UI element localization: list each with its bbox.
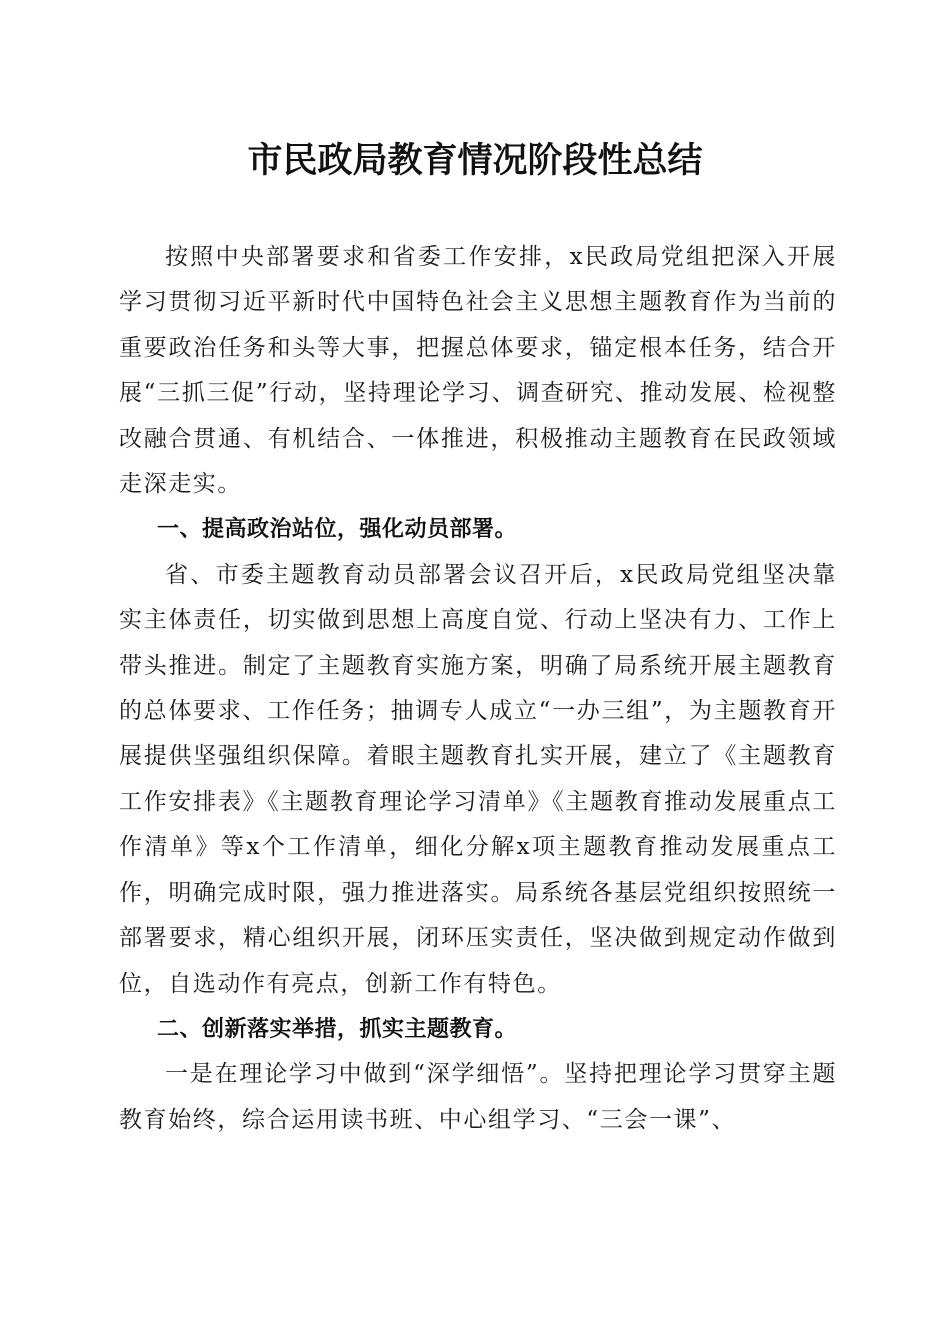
section-1-paragraph: 省、市委主题教育动员部署会议召开后，x民政局党组坚决靠实主体责任，切实做到思想上高度自觉、行动上坚决有力、工作上带头推进。制定了主题教育实施方案，明确了局系统开展主题教育的总体要求、工作任务；抽调专人成立“一办三组”，为主题教育开展提供坚强组织保障。着眼主题教育扎实开展，建立了《主题教育工作安排表》《主题教育理论学习清单》《主题教育推动发展重点工作清单》等x个工作清单，细化分解x项主题教育推动发展重点工作，明确完成时限，强力推进落实。局系统各基层党组织按照统一部署要求，精心组织开展，闭环压实责任，坚决做到规定动作做到位，自选动作有亮点，创新工作有特色。 (119, 561, 837, 997)
section-2-paragraph: 一是在理论学习中做到“深学细悟”。坚持把理论学习贯穿主题教育始终，综合运用读书班、中心组学习、“三会一课”、 (119, 1061, 837, 1133)
section-1-heading: 一、提高政治站位，强化动员部署。 (157, 517, 518, 543)
section-2-heading: 二、创新落实举措，抓实主题教育。 (157, 1016, 518, 1042)
document-body (119, 235, 837, 1143)
document-title: 市民政局教育情况阶段性总结 (247, 140, 703, 181)
intro-paragraph: 按照中央部署要求和省委工作安排，x民政局党组把深入开展学习贯彻习近平新时代中国特色社会主义思想主题教育作为当前的重要政治任务和头等大事，把握总体要求，锚定根本任务，结合开展“三抓三促”行动，坚持理论学习、调查研究、推动发展、检视整改融合贯通、有机结合、一体推进，积极推动主题教育在民政领域走深走实。 (119, 244, 837, 498)
